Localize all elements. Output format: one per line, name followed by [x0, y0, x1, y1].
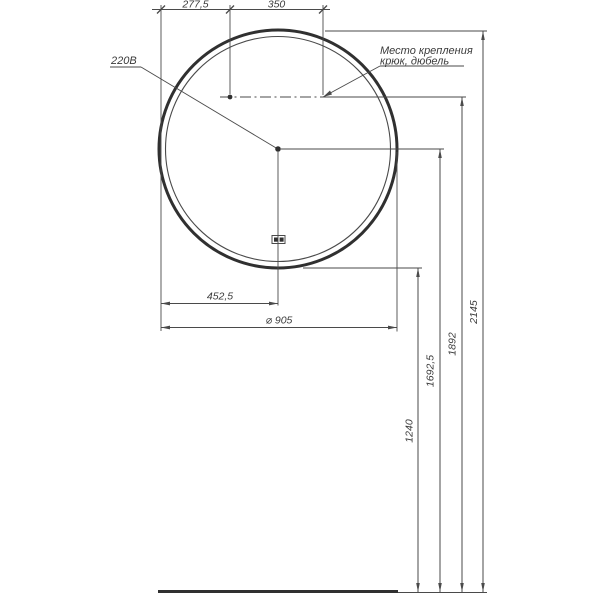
- touch-sensor-icon: [272, 236, 285, 244]
- dim-arrowhead: [460, 583, 464, 592]
- mount-note-line2: крюк, дюбель: [380, 55, 450, 68]
- dim-arrowhead: [161, 302, 170, 306]
- dim-arrowhead: [460, 97, 464, 106]
- dim-label-total-height: 2145: [468, 300, 480, 324]
- dim-arrowhead: [269, 302, 278, 306]
- dim-label-center-level: 1692,5: [424, 354, 437, 388]
- dim-arrowhead: [438, 149, 442, 158]
- dim-label-hook-offset: 277,5: [182, 0, 209, 11]
- dim-arrowhead: [416, 268, 420, 277]
- dim-arrowhead: [481, 583, 485, 592]
- dim-label-hook-level: 1892: [446, 332, 459, 356]
- dim-label-bottom-level: 1240: [403, 419, 416, 443]
- dim-label-center-offset: 452,5: [206, 290, 234, 303]
- bottom-dimensions: [161, 291, 397, 330]
- dim-arrowhead: [416, 583, 420, 592]
- center-reference-lines: [278, 31, 487, 332]
- power-callout: [110, 55, 281, 152]
- floor-line: [158, 592, 487, 593]
- mount-note-line1: Место крепления: [380, 45, 473, 57]
- sensor-cell-right: [280, 238, 284, 242]
- dim-label-diameter: ⌀ 905: [265, 314, 293, 327]
- height-dimensions: [404, 31, 485, 592]
- power-label: 220В: [111, 55, 137, 67]
- power-point: [275, 146, 281, 152]
- dim-label-hook-spacing: 350: [267, 0, 286, 11]
- sensor-cell-left: [274, 238, 278, 242]
- mounting-axis: [220, 95, 466, 100]
- dim-arrowhead: [388, 326, 397, 330]
- top-dimension-chain: [152, 0, 330, 331]
- dim-arrowhead: [438, 583, 442, 592]
- leader-line: [323, 66, 380, 97]
- dim-arrowhead: [481, 31, 485, 40]
- mount-point-left: [228, 95, 233, 100]
- dim-arrowhead: [161, 326, 170, 330]
